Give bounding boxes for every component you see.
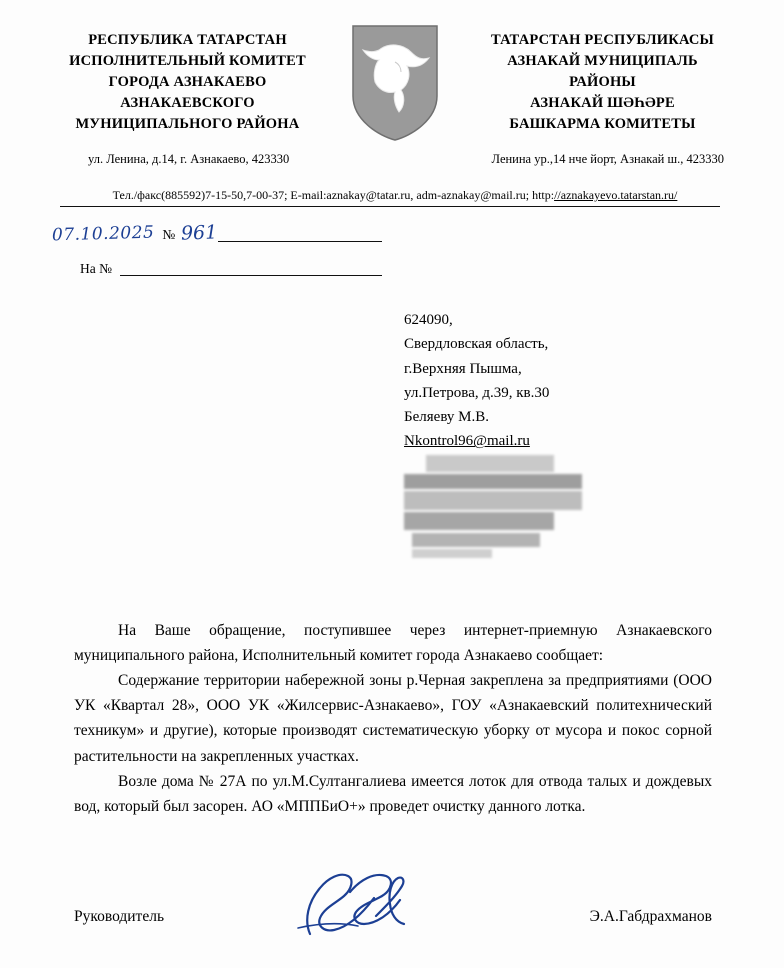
redaction-bar-2 bbox=[404, 474, 582, 489]
signature-mark bbox=[290, 862, 440, 940]
signer-name: Э.А.Габдрахманов bbox=[589, 908, 712, 925]
contact-line bbox=[60, 188, 730, 203]
recipient-line-4: ул.Петрова, д.39, кв.30 bbox=[404, 384, 550, 401]
number-label: № bbox=[162, 227, 176, 242]
date-value: 07.10.2025 bbox=[51, 222, 155, 246]
letterhead-left-line-2: ИСПОЛНИТЕЛЬНЫЙ КОМИТЕТ bbox=[69, 53, 306, 70]
signer-role: Руководитель bbox=[74, 908, 165, 925]
number-fill-line bbox=[218, 240, 383, 242]
recipient-line-3: г.Верхняя Пышма, bbox=[404, 360, 522, 377]
redaction-bar-3 bbox=[404, 491, 582, 510]
letterhead-left-block bbox=[60, 24, 315, 135]
letterhead-left-line-4: АЗНАКАЕВСКОГО bbox=[120, 95, 255, 112]
letterhead-right-line-1: ТАТАРСТАН РЕСПУБЛИКАСЫ bbox=[491, 32, 714, 48]
website-link[interactable]: //aznakayevo.tatarstan.ru/ bbox=[554, 188, 678, 202]
recipient-block bbox=[404, 308, 549, 454]
letterhead-right-line-3: РАЙОНЫ bbox=[569, 74, 636, 91]
body-paragraph-2: Содержание территории набережной зоны р.Черная закреплена за предприятиями (ООО УК «Квартал 28», ООО УК «Жилсервис-Азнакаево», ГОУ «Азнакаевский политехнический техникум» и другие), которые производят систематическую уборку от мусора и покос сорной растительности на закрепленных участках. bbox=[74, 672, 712, 765]
letterhead bbox=[60, 24, 730, 142]
coat-of-arms-emblem bbox=[349, 24, 441, 142]
redaction-bar-4 bbox=[404, 512, 554, 530]
reply-fill-line bbox=[120, 274, 382, 276]
letterhead-left-line-1: РЕСПУБЛИКА ТАТАРСТАН bbox=[88, 32, 287, 48]
letterhead-right-line-5: БАШКАРМА КОМИТЕТЫ bbox=[509, 116, 696, 133]
letter-body bbox=[74, 618, 712, 819]
letterhead-left-line-5: МУНИЦИПАЛЬНОГО РАЙОНА bbox=[75, 116, 300, 133]
redacted-text-block bbox=[404, 455, 582, 558]
reply-reference-line bbox=[52, 252, 382, 278]
recipient-line-1: 624090, bbox=[404, 312, 453, 328]
redaction-bar-1 bbox=[426, 455, 554, 472]
address-left: ул. Ленина, д.14, г. Азнакаево, 423330 bbox=[88, 152, 290, 166]
body-paragraph-1: На Ваше обращение, поступившее через интернет-приемную Азнакаевского муниципального района, Исполнительный комитет города Азнакаево сообщает: bbox=[74, 622, 712, 665]
contact-text: Тел./факс(885592)7-15-50,7-00-37; E-mail:aznakay@tatar.ru, adm-aznakay@mail.ru; http: bbox=[112, 188, 555, 202]
letterhead-right-block bbox=[475, 24, 730, 135]
date-number-line bbox=[52, 218, 382, 244]
recipient-line-5: Беляеву М.В. bbox=[404, 409, 489, 426]
redaction-bar-5 bbox=[412, 533, 540, 547]
letterhead-right-line-4: АЗНАКАЙ ШӘҺӘРЕ bbox=[530, 95, 675, 112]
letterhead-right-line-2: АЗНАКАЙ МУНИЦИПАЛЬ bbox=[507, 53, 698, 70]
reply-label: На № bbox=[80, 261, 112, 276]
recipient-line-2: Свердловская область, bbox=[404, 336, 549, 353]
address-row bbox=[60, 152, 730, 167]
signature-row bbox=[74, 908, 712, 926]
letterhead-left-line-3: ГОРОДА АЗНАКАЕВО bbox=[108, 74, 267, 91]
body-paragraph-3: Возле дома № 27А по ул.М.Султангалиева имеется лоток для отвода талых и дождевых вод, который был засорен. АО «МППБиО+» проведет очистку данного лотка. bbox=[74, 772, 712, 815]
number-value: 961 bbox=[180, 221, 218, 245]
address-right: Ленина ур.,14 нче йорт, Азнакай ш., 423330 bbox=[491, 152, 724, 166]
reference-block bbox=[52, 218, 382, 278]
header-divider bbox=[60, 206, 720, 207]
redaction-bar-6 bbox=[412, 549, 492, 558]
recipient-email[interactable]: Nkontrol96@mail.ru bbox=[404, 433, 530, 450]
